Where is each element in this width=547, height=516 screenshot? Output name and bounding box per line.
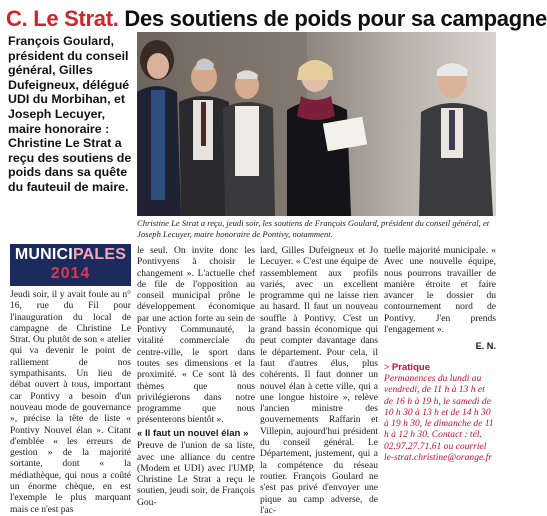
rubric-year: 2014: [50, 265, 91, 282]
pratique-box: [384, 362, 496, 464]
pratique-title: Pratique: [391, 361, 431, 373]
author-signature: E. N.: [475, 341, 496, 352]
pratique-body: Permanences du lundi au vendredi, de 11 h à 13 h et de 16 h à 19 h, le samedi de 10 h 30 à 13 h et de 14 h 30 à 19 h 30, le dimanche de 11 h à 12 h 30. Contact : tél. 02.97.27.71.61 ou courriel le-strat.christine@orange.fr: [384, 372, 494, 464]
article-text: Preuve de l'union de sa liste, avec une alliance du centre (Modem et UDI) avec l'UMP, Christine Le Strat a reçu le soutien, jeudi soir, de François Gou-: [137, 440, 255, 508]
photo-caption: Christine Le Strat a reçu, jeudi soir, les soutiens de François Goulard, président du conseil général, et Joseph Lecuyer, maire honoraire de Pontivy, notamment.: [137, 218, 490, 239]
article-column-3: [260, 245, 378, 516]
headline-kicker: C. Le Strat.: [6, 6, 119, 31]
municipales-rubric: [10, 244, 131, 286]
article-text: Jeudi soir, il y avait foule au n° 16, rue du Fil pour l'inauguration du local de campagne de Christine Le Strat. Ou plutôt de son « atelier qui va devenir le point de ralliement de nos sympathisants. Un lieu de débat ouvert à tous, important car Pontivy a besoin d'un nouveau mode de gouvernance », précise la tête de liste « Pontivy Nouvel élan ». Citant d'emblée « les erreurs de gestion » de la majorité sortante, dont « la médiathèque, qui nous a coûté un énorme chèque, en est l'exemple le plus marquant mais ce n'est pas: [10, 289, 131, 515]
article-text: tuelle majorité municipale. « Avec une nouvelle équipe, nous pourrons travailler de manière étroite et faire avancer le dossier du contournement nord de Pontivy. J'en prends l'engagement ».: [384, 245, 496, 336]
headline: [6, 5, 547, 33]
pratique-arrow-icon: >: [384, 361, 390, 373]
rubric-part1: MUNICI: [14, 246, 73, 263]
rubric-part2: PALES: [72, 246, 127, 263]
photo-illustration: [137, 32, 496, 216]
lead-paragraph: François Goulard, président du conseil général, Gilles Dufeigneux, délégué UDI du Morbihan, et Joseph Lecuyer, maire honoraire : Christine Le Strat a reçu des soutiens de poids dans sa quête du fauteuil de maire.: [8, 34, 132, 194]
article-column-1: [10, 289, 131, 515]
article-text: lard, Gilles Dufeigneux et Jo Lecuyer. « C'est une équipe de rassemblement aux profils variés, avec un excellent programme qui ne laisse rien au hasard. Il faut un nouveau souffle à Pontivy. C'est un grand bassin économique qui peut compter davantage dans le département. Pour cela, il faut d'autres élus, plus cohérents. Il faut donner un nouvel élan à cette ville, qui a une longue histoire », relève l'ancien ministre des gouvernements Raffarin et Villepin, aujourd'hui président du conseil général. Le Département, justement, qui a la compétence du réseau routier. François Goulard ne s'est pas privé d'envoyer une pique au camp adverse, de l'ac-: [260, 245, 378, 516]
rubric-label: [10, 244, 131, 265]
article-subhead: « Il faut un nouvel élan »: [137, 427, 249, 439]
article-text: le seul. On invite donc les Pontivyens à choisir le changement ». L'actuelle chef de file de l'opposition au conseil municipal prône le développement économique par une action forte au sein de Pontivy Communauté, la vitalité commerciale du centre-ville, le sport dans toutes ses dimensions et la proximité. « Ce sont là des thèmes que nous privilégierons dans notre programme que nous présenterons bientôt ».: [137, 245, 255, 426]
article-column-2: [137, 245, 255, 508]
headline-title: Des soutiens de poids pour sa campagne: [124, 6, 547, 31]
article-column-4: [384, 245, 496, 466]
article-photo: [137, 32, 496, 216]
